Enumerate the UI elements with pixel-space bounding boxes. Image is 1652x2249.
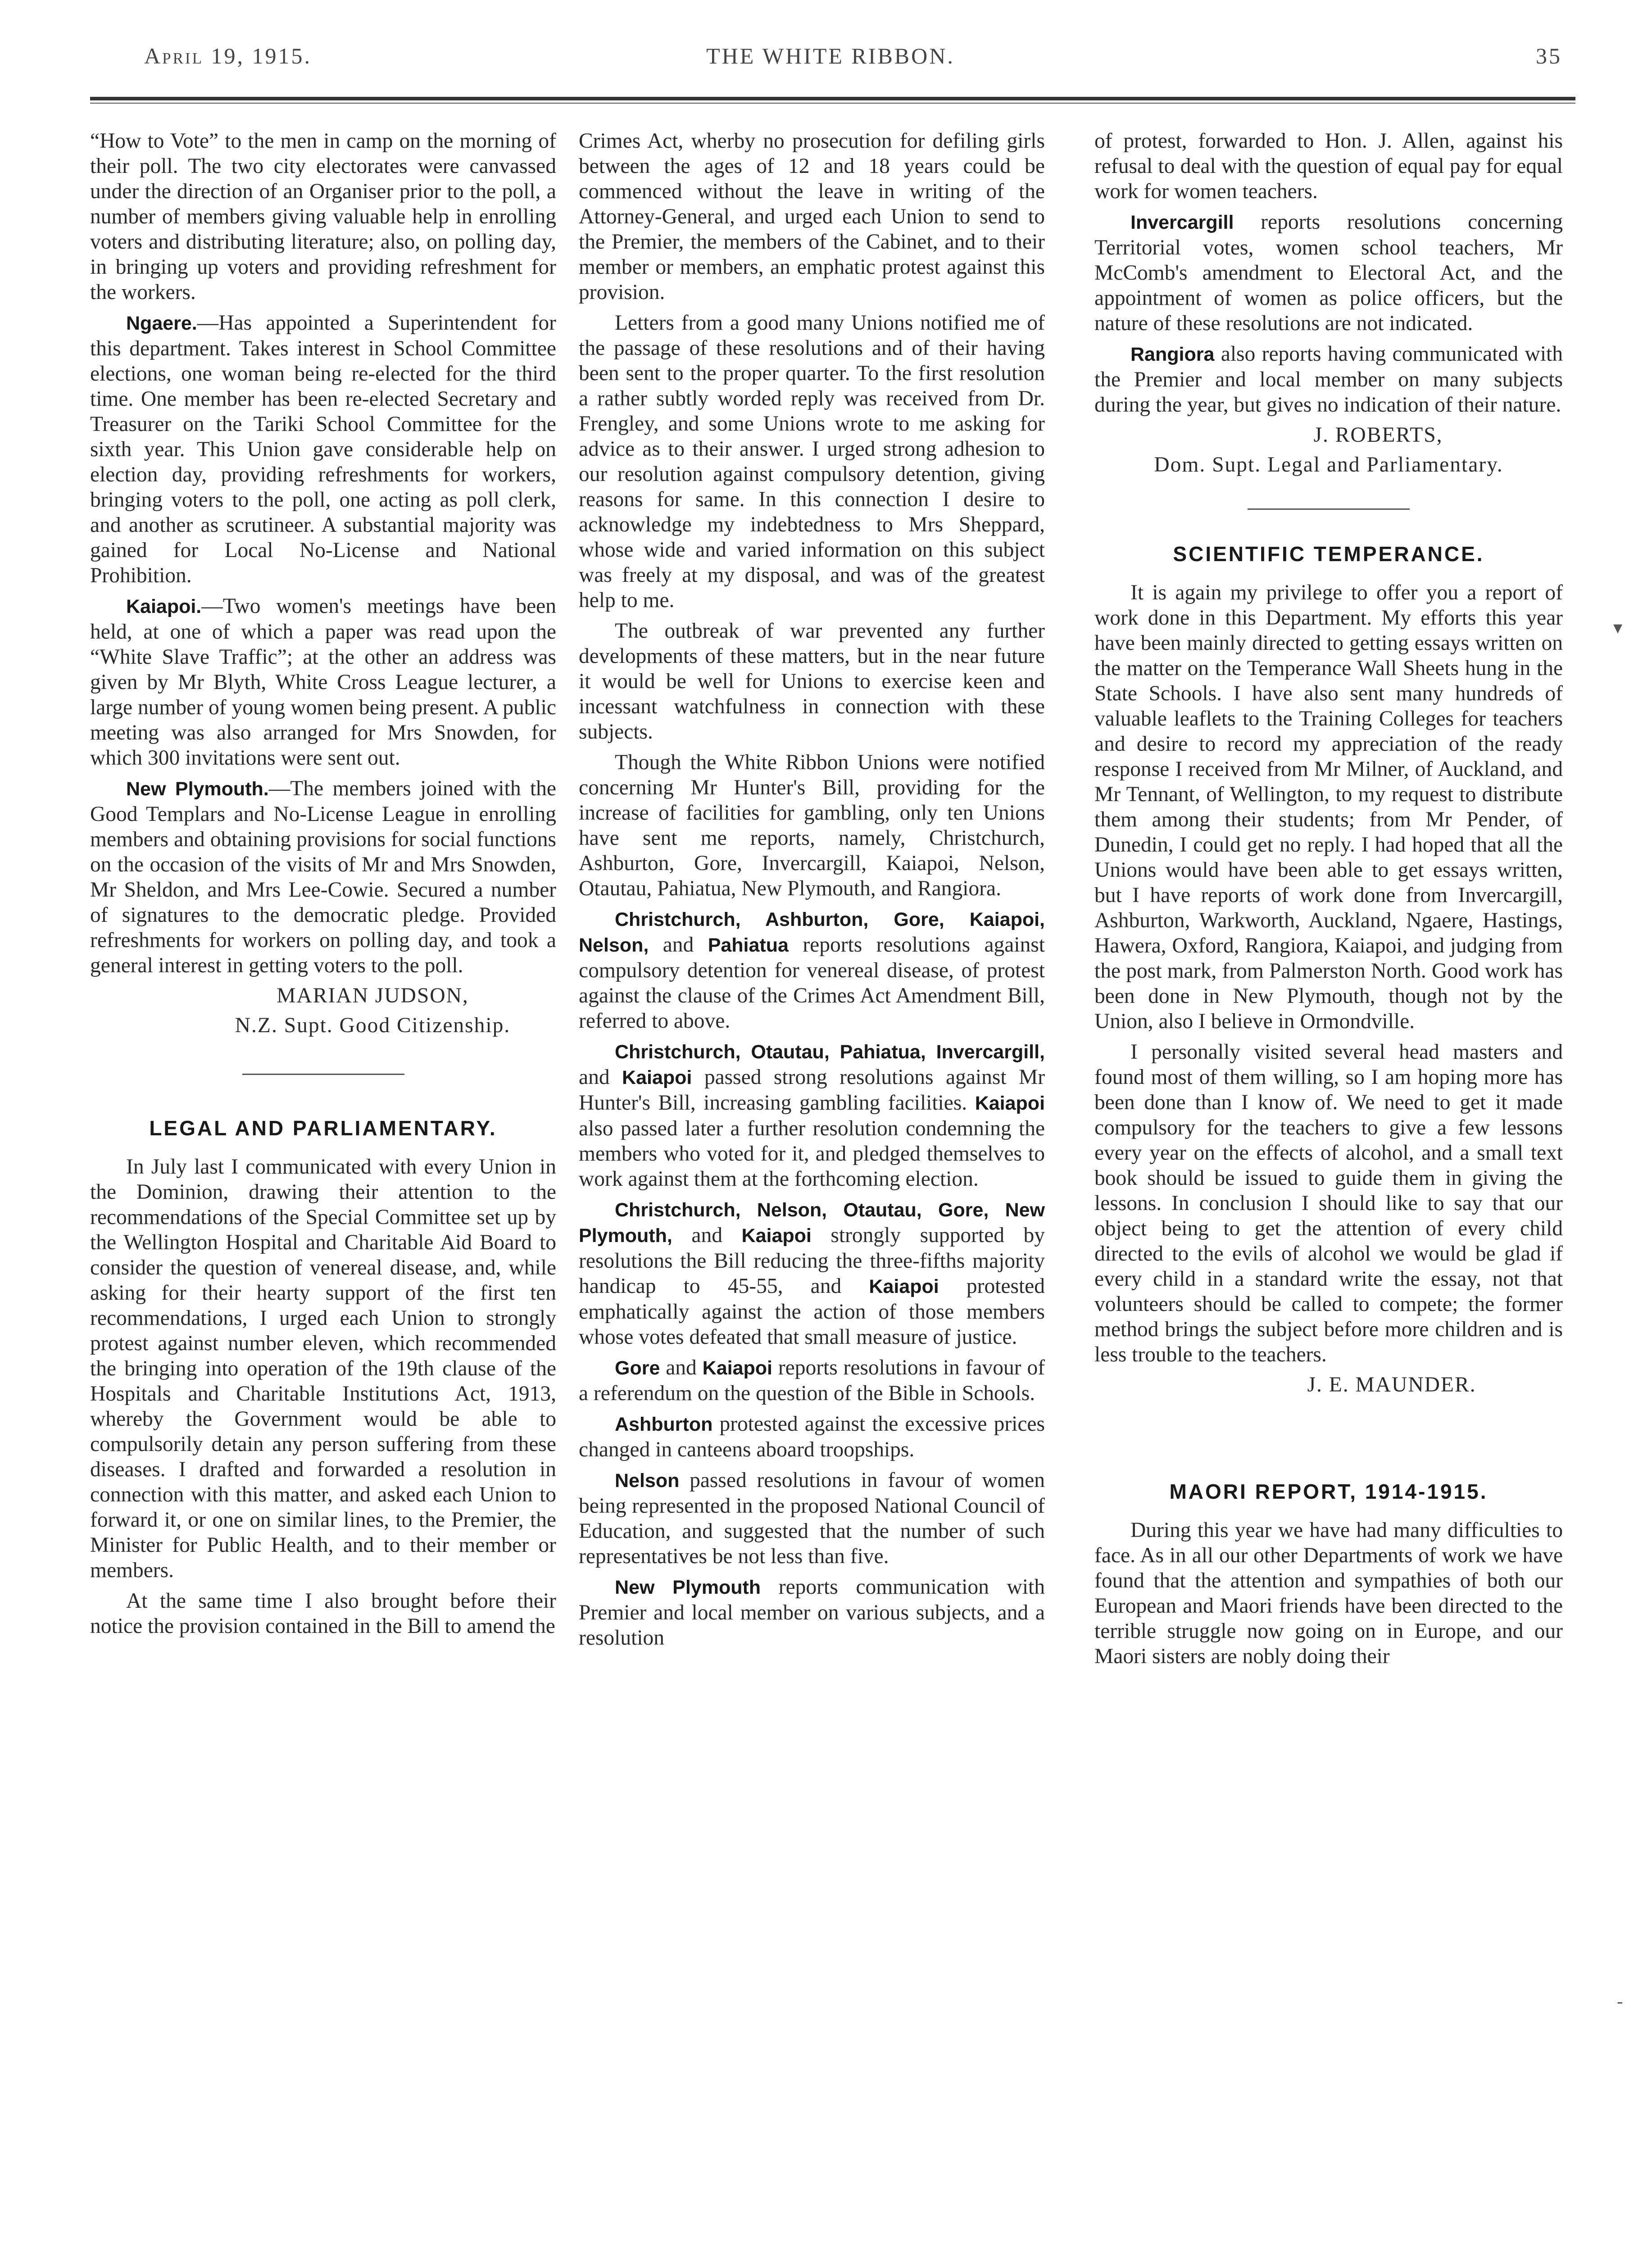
body-paragraph: Letters from a good many Unions notified me of the passage of these resolutions and of their having been sent to the proper quarter. To the first resolution a rather subtly worded reply was received from Dr. Frengley, and some Unions wrote to me asking for advice as to their answer. I urged strong adhesion to our resolution against compulsory detention, giving reasons for same. In this connection I desire to acknowledge my indebtedness to Mrs Sheppard, whose wide and varied information on this subject was freely at my disposal, and was of the greatest help to me. bbox=[579, 311, 1045, 612]
union-report bbox=[1094, 341, 1563, 417]
section-heading: LEGAL AND PARLIAMENTARY. bbox=[149, 1116, 497, 1140]
union-names: Christchurch, Nelson, Otautau, Gore, New Plymouth, bbox=[579, 1199, 1045, 1247]
union-name: Pahiatua bbox=[708, 934, 789, 956]
union-report bbox=[579, 1039, 1045, 1192]
body-paragraph: In July last I communicated with every Union in the Dominion, drawing their attention to the recommendations of the Special Committee set up by the Wellington Hospital and Charitable Aid Board to consider the question of venereal disease, and, while asking for their hearty support of the first ten recommendations, I urged each Union to strongly protest against number eleven, which recommended the bringing into operation of the 19th clause of the Hospitals and Charitable Institutions Act, 1913, whereby the Government would be able to compulsorily detain any person suffering from these diseases. I drafted and forwarded a resolution in connection with this matter, and asked each Union to forward it, or one on similar lines, to the Premier, the Minister for Public Health, and to their member or members. bbox=[90, 1155, 556, 1582]
union-name: Kaiapoi bbox=[975, 1093, 1045, 1114]
body-paragraph: Crimes Act, wherby no prosecution for defiling girls between the ages of 12 and 18 years could be commenced without the leave in writing of the Attorney-General, and urged each Union to send to the Premier, the members of the Cabinet, and to their member or members, an emphatic protest against this provision. bbox=[579, 129, 1045, 304]
union-name: Kaiapoi bbox=[622, 1067, 692, 1088]
report-text: passed resolutions in favour of women being represented in the proposed National Council of Education, and suggested that the number of such representatives be not less than five. bbox=[579, 1469, 1045, 1568]
union-name: Kaiapoi bbox=[869, 1276, 939, 1297]
header-rule bbox=[90, 97, 1575, 104]
union-report bbox=[579, 1574, 1045, 1650]
union-name: Kaiapoi bbox=[741, 1225, 812, 1247]
report-text: also passed later a further resolution condemning the members who voted for it, and pledged themselves to work against them at the forthcoming election. bbox=[579, 1117, 1045, 1191]
union-names: Christchurch, Otautau, Pahiatua, Invercargill, bbox=[615, 1041, 1045, 1063]
spacer bbox=[1094, 1402, 1563, 1479]
signature-name: MARIAN JUDSON, bbox=[277, 984, 469, 1007]
publication-title: THE WHITE RIBBON. bbox=[706, 43, 955, 68]
issue-date: April 19, 1915. bbox=[144, 43, 312, 68]
new-plymouth-report bbox=[90, 776, 556, 978]
union-name: Rangiora bbox=[1130, 344, 1215, 365]
union-report bbox=[1094, 209, 1563, 336]
body-paragraph: During this year we have had many difficulties to face. As in all our other Departments of work we have found that the attention and sympathies of both our European and Maori friends have been directed to the terrible struggle now going on in Europe, and our Maori sisters are nobly doing their bbox=[1094, 1519, 1563, 1668]
signature-name: J. E. MAUNDER. bbox=[1307, 1373, 1476, 1397]
report-text: also reports having communicated with the Premier and local member on many subjects during the year, but gives no indication of their nature. bbox=[1094, 342, 1563, 417]
body-paragraph: Though the White Ribbon Unions were notified concerning Mr Hunter's Bill, providing for the increase of facilities for gambling, only ten Unions have sent me reports, namely, Christchurch, Ashburton, Gore, Invercargill, Kaiapoi, Nelson, Otautau, Pahiatua, New Plymouth, and Rangiora. bbox=[579, 751, 1045, 900]
column-2 bbox=[579, 128, 1045, 1656]
kaiapoi-report bbox=[90, 594, 556, 771]
union-report bbox=[579, 1468, 1045, 1569]
column-3 bbox=[1094, 128, 1563, 1674]
signature-title: N.Z. Supt. Good Citizenship. bbox=[235, 1014, 511, 1037]
union-name: Kaiapoi bbox=[702, 1357, 772, 1379]
union-name: Gore bbox=[615, 1357, 660, 1379]
union-name: New Plymouth. bbox=[126, 778, 269, 800]
body-paragraph: I personally visited several head masters and found most of them willing, so I am hoping more has been done than I know of. We need to get it made compulsory for the teachers to give a few lessons every year on the effects of alcohol, and a small text book should be issued to guide them in giving the lessons. In conclusion I should like to say that our object being to get the attention of every child directed to the evils of alcohol we would be glad if every child in a standard write the essay, not that volunteers should be called to compete; the former method brings the subject before more children and is less trouble to the teachers. bbox=[1094, 1040, 1563, 1366]
ngaere-report bbox=[90, 310, 556, 588]
report-text: —The members joined with the Good Templars and No-License League in enrolling members and obtaining provisions for social functions on the occasion of the visits of Mr and Mrs Snowden, Mr Sheldon, and Mrs Lee-Cowie. Secured a number of signatures to the democratic pledge. Provided refreshments for workers on polling day, and took a general interest in getting voters to the poll. bbox=[90, 777, 556, 977]
column-1 bbox=[90, 128, 556, 1644]
body-paragraph: At the same time I also brought before their notice the provision contained in the Bill to amend the bbox=[90, 1589, 556, 1638]
section-divider bbox=[1248, 508, 1410, 510]
union-name: Nelson bbox=[615, 1470, 680, 1492]
signature-title: Dom. Supt. Legal and Parliamentary. bbox=[1154, 453, 1503, 476]
report-text: strongly supported by resolutions the Bill reducing the three-fifths majority handicap to 45-55, and bbox=[579, 1224, 1045, 1298]
report-text: reports communication with Premier and local member on various subjects, and a resolution bbox=[579, 1575, 1045, 1650]
conjunction: and bbox=[663, 933, 694, 957]
report-text: reports resolutions in favour of a referendum on the question of the Bible in Schools. bbox=[579, 1356, 1045, 1405]
union-report bbox=[579, 1355, 1045, 1406]
body-paragraph: of protest, forwarded to Hon. J. Allen, against his refusal to deal with the question of equal pay for equal work for women teachers. bbox=[1094, 129, 1563, 203]
report-text: —Has appointed a Superintendent for this department. Takes interest in School Committee elections, one woman being re-elected for the third time. One member has been re-elected Secretary and Treasurer on the Tariki School Committee for the sixth year. This Union gave considerable help on election day, providing refreshments for workers, bringing voters to the poll, one acting as poll clerk, and another as scrutineer. A substantial majority was gained for Local No-License and National Prohibition. bbox=[90, 311, 556, 587]
union-name: Kaiapoi. bbox=[126, 596, 202, 617]
signature-name: J. ROBERTS, bbox=[1313, 423, 1443, 447]
union-name: Ngaere. bbox=[126, 313, 197, 334]
section-heading: SCIENTIFIC TEMPERANCE. bbox=[1173, 542, 1484, 566]
body-paragraph: The outbreak of war prevented any further developments of these matters, but in the near future it would be well for Unions to exercise keen and incessant watchfulness in connection with these subjects. bbox=[579, 619, 1045, 744]
report-text: protested emphatically against the action of those members whose votes defeated that small measure of justice. bbox=[579, 1274, 1045, 1349]
page-header bbox=[86, 43, 1575, 83]
union-report bbox=[579, 907, 1045, 1034]
margin-mark: - bbox=[1617, 1991, 1623, 2011]
conjunction: and bbox=[691, 1224, 722, 1247]
margin-mark: ▾ bbox=[1613, 617, 1623, 638]
union-name: New Plymouth bbox=[615, 1577, 761, 1598]
union-name: Ashburton bbox=[615, 1414, 713, 1435]
conjunction: and bbox=[666, 1356, 697, 1379]
union-name: Invercargill bbox=[1130, 212, 1234, 233]
intro-paragraph: “How to Vote” to the men in camp on the morning of their poll. The two city electorates were canvassed under the direction of an Organiser prior to the poll, a number of members giving valuable help in enrolling voters and distributing literature; also, on polling day, in bringing up voters and providing refreshment for the workers. bbox=[90, 129, 556, 304]
report-text: passed strong resolutions against Mr Hunter's Bill, increasing gambling facilities. bbox=[579, 1066, 1045, 1115]
report-text: protested against the excessive prices changed in canteens aboard troopships. bbox=[579, 1412, 1045, 1461]
union-report bbox=[579, 1411, 1045, 1462]
section-divider bbox=[242, 1074, 404, 1075]
conjunction: and bbox=[579, 1066, 610, 1089]
body-paragraph: It is again my privilege to offer you a report of work done in this Department. My efforts this year have been mainly directed to getting essays written on the matter on the Temperance Wall Sheets hung in the State Schools. I have also sent many hundreds of valuable leaflets to the Training Colleges for teachers and desire to record my appreciation of the ready response I received from Mr Milner, of Auckland, and Mr Tennant, of Wellington, to my request to distribute them among their students; from Mr Pender, of Dunedin, I could get no reply. I had hoped that all the Unions would have been able to get essays written, but I have reports of work done from Invercargill, Ashburton, Warkworth, Auckland, Ngaere, Hastings, Hawera, Oxford, Rangiora, Kaiapoi, and judging from the post mark, from Palmerston North. Good work has been done in New Plymouth, though not by the Union, also I believe in Ormondville. bbox=[1094, 581, 1563, 1033]
report-text: reports resolutions concerning Territorial votes, women school teachers, Mr McComb's amendment to Electoral Act, and the appointment of women as police officers, but the nature of these resolutions are not indicated. bbox=[1094, 210, 1563, 335]
union-names: Christchurch, Ashburton, Gore, Kaiapoi, Nelson, bbox=[579, 909, 1045, 956]
union-report bbox=[579, 1197, 1045, 1350]
report-text: reports resolutions against compulsory detention for venereal disease, of protest against the clause of the Crimes Act Amendment Bill, referred to above. bbox=[579, 933, 1045, 1033]
page-number: 35 bbox=[1536, 43, 1562, 68]
section-heading: MAORI REPORT, 1914-1915. bbox=[1169, 1480, 1488, 1503]
report-text: —Two women's meetings have been held, at one of which a paper was read upon the “White Slave Traffic”; at the other an address was given by Mr Blyth, White Cross League lecturer, a large number of young women being present. A public meeting was also arranged for Mrs Snowden, for which 300 invitations were sent out. bbox=[90, 594, 556, 770]
